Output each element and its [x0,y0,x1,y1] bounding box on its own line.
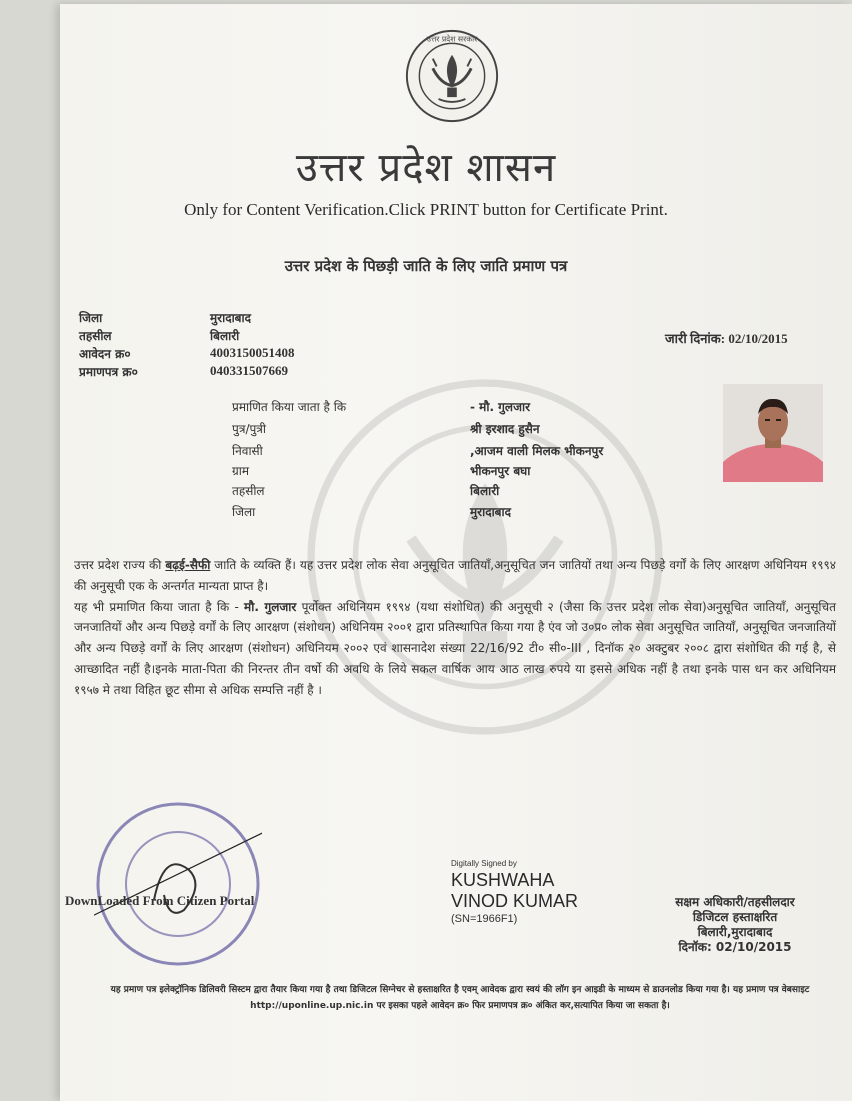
signer-name [451,870,578,912]
village-value: भीकनपुर बघा [470,464,531,478]
signer-serial: (SN=1966F1) [451,913,518,925]
parent-label: पुत्र/पुत्री [232,422,267,436]
digitally-signed-label: Digitally Signed by [451,859,517,868]
certificate-number-label: प्रमाणपत्र क्र० [79,365,138,379]
parent-name: श्री इरशाद हुसैन [470,422,540,436]
officer-date: दिनॉक: 02/10/2015 [678,940,792,954]
certificate-number: 040331507669 [210,363,288,378]
body-paragraph-1 [74,555,836,597]
district-value: मुरादाबाद [210,311,252,325]
body-text-part: पूर्वोक्त अधिनियम १९९४ (यथा संशोधित) की अनुसूची २ (जैसा कि उत्तर प्रदेश लोक सेवा)अनुसूचित जातियाँ, अनुसूचित जनजातियों और अन्य पिछड़े वर्गों के लिए आरक्षण (संशोधन) अधिनियम २००१ द्वारा प्रतिस्थापित किया गया है एंव जो उ०प्र० लोक सेवा अनुसूचित जातियाँ, अनुसूचित जनजातियों और अन्य पिछड़े वर्गों के लिए आरक्षण (संशोधन) अधिनियम २००२ एवं शासनादेश संख्या 22/16/92 टी० सी०-III , दिनॉक २० अक्टुबर २००८ द्वारा संशोधित की गई है, से आच्छादित नहीं है।इनके माता-पिता की निरन्तर तीन वर्षो की अवधि के लिये सकल वार्षिक आय आठ लाख रुपये या इससे अधिक नहीं है तथा इनके पास धन कर अधिनियम १९५७ मे तथा विहित छूट सीमा से अधिक सम्पत्ति नहीं है । [74,599,836,697]
district-label: जिला [79,311,103,325]
up-government-emblem-icon [404,28,500,124]
officer-digital: डिजिटल हस्ताक्षरित [692,910,778,924]
signer-name-line1: KUSHWAHA [451,870,555,890]
resident-label: निवासी [232,444,263,458]
body-paragraph-2 [74,597,836,701]
certified-label: प्रमाणित किया जाता है कि [232,400,347,414]
tehsil-label: तहसील [79,329,112,343]
issue-date: जारी दिनांक: 02/10/2015 [665,331,788,346]
body-text-part: उत्तर प्रदेश राज्य की [74,558,166,572]
signer-name-line2: VINOD KUMAR [451,891,579,911]
resident-value: ,आजम वाली मिलक भीकनपुर [470,444,604,458]
applicant-photo [723,384,823,482]
officer-title: सक्षम अधिकारी/तहसीलदार [675,895,795,909]
certified-name: - मौ. गुलजार [470,400,530,414]
person-tehsil-label: तहसील [232,484,265,498]
downloaded-note: DownLoaded From Citizen Portal [65,893,255,908]
svg-text:उत्तर प्रदेश सरकार: उत्तर प्रदेश सरकार [426,34,478,44]
tehsil-value: बिलारी [210,329,240,343]
certified-name-inline: मौ. गुलजार [244,599,297,614]
verification-note: Only for Content Verification.Click PRINT button for Certificate Print. [184,200,668,219]
body-text-part: जाति के व्यक्ति हैं। यह उत्तर प्रदेश लोक सेवा अनुसूचित जातियाँ,अनुसूचित जन जातियों तथा अन्य पिछड़े वर्गों के लिए आरक्षण अधिनियम १९९४ की अनुसूची एक के अन्तर्गत मान्यता प्राप्त है। [74,558,836,593]
application-label: आवेदन क्र० [79,347,131,361]
body-text-part: यह भी प्रमाणित किया जाता है कि - [74,599,245,614]
person-district-value: मुरादाबाद [470,505,512,519]
person-district-label: जिला [232,505,256,519]
certificate-title: उत्तर प्रदेश के पिछड़ी जाति के लिए जाति प्रमाण पत्र [284,257,568,275]
officer-block [640,895,830,955]
officer-location: बिलारी,मुरादाबाद [697,925,773,939]
person-tehsil-value: बिलारी [470,484,500,498]
seal-stamp-icon [94,800,262,968]
certificate-body [74,555,836,701]
application-number: 4003150051408 [210,345,295,360]
page-title: उत्तर प्रदेश शासन [295,145,557,191]
footer-note: यह प्रमाण पत्र इलेक्ट्रॉनिक डिलिवरी सिस्टम द्वारा तैयार किया गया है तथा डिजिटल सिग्नेचर से हस्ताक्षरित है एवम् आवेदक द्वारा स्वयं की लॉग इन आइडी के माध्यम से डाउनलोड किया गया है। यह प्रमाण पत्र वेबसाइट http://uponline.up.nic.in पर इसका पहले आवेदन क्र० फिर प्रमाणपत्र क्र० अंकित कर,सत्यापित किया जा सकता है। [110,985,810,1011]
village-label: ग्राम [232,464,250,478]
caste-name: बढ़ई-सैफी [165,558,211,572]
